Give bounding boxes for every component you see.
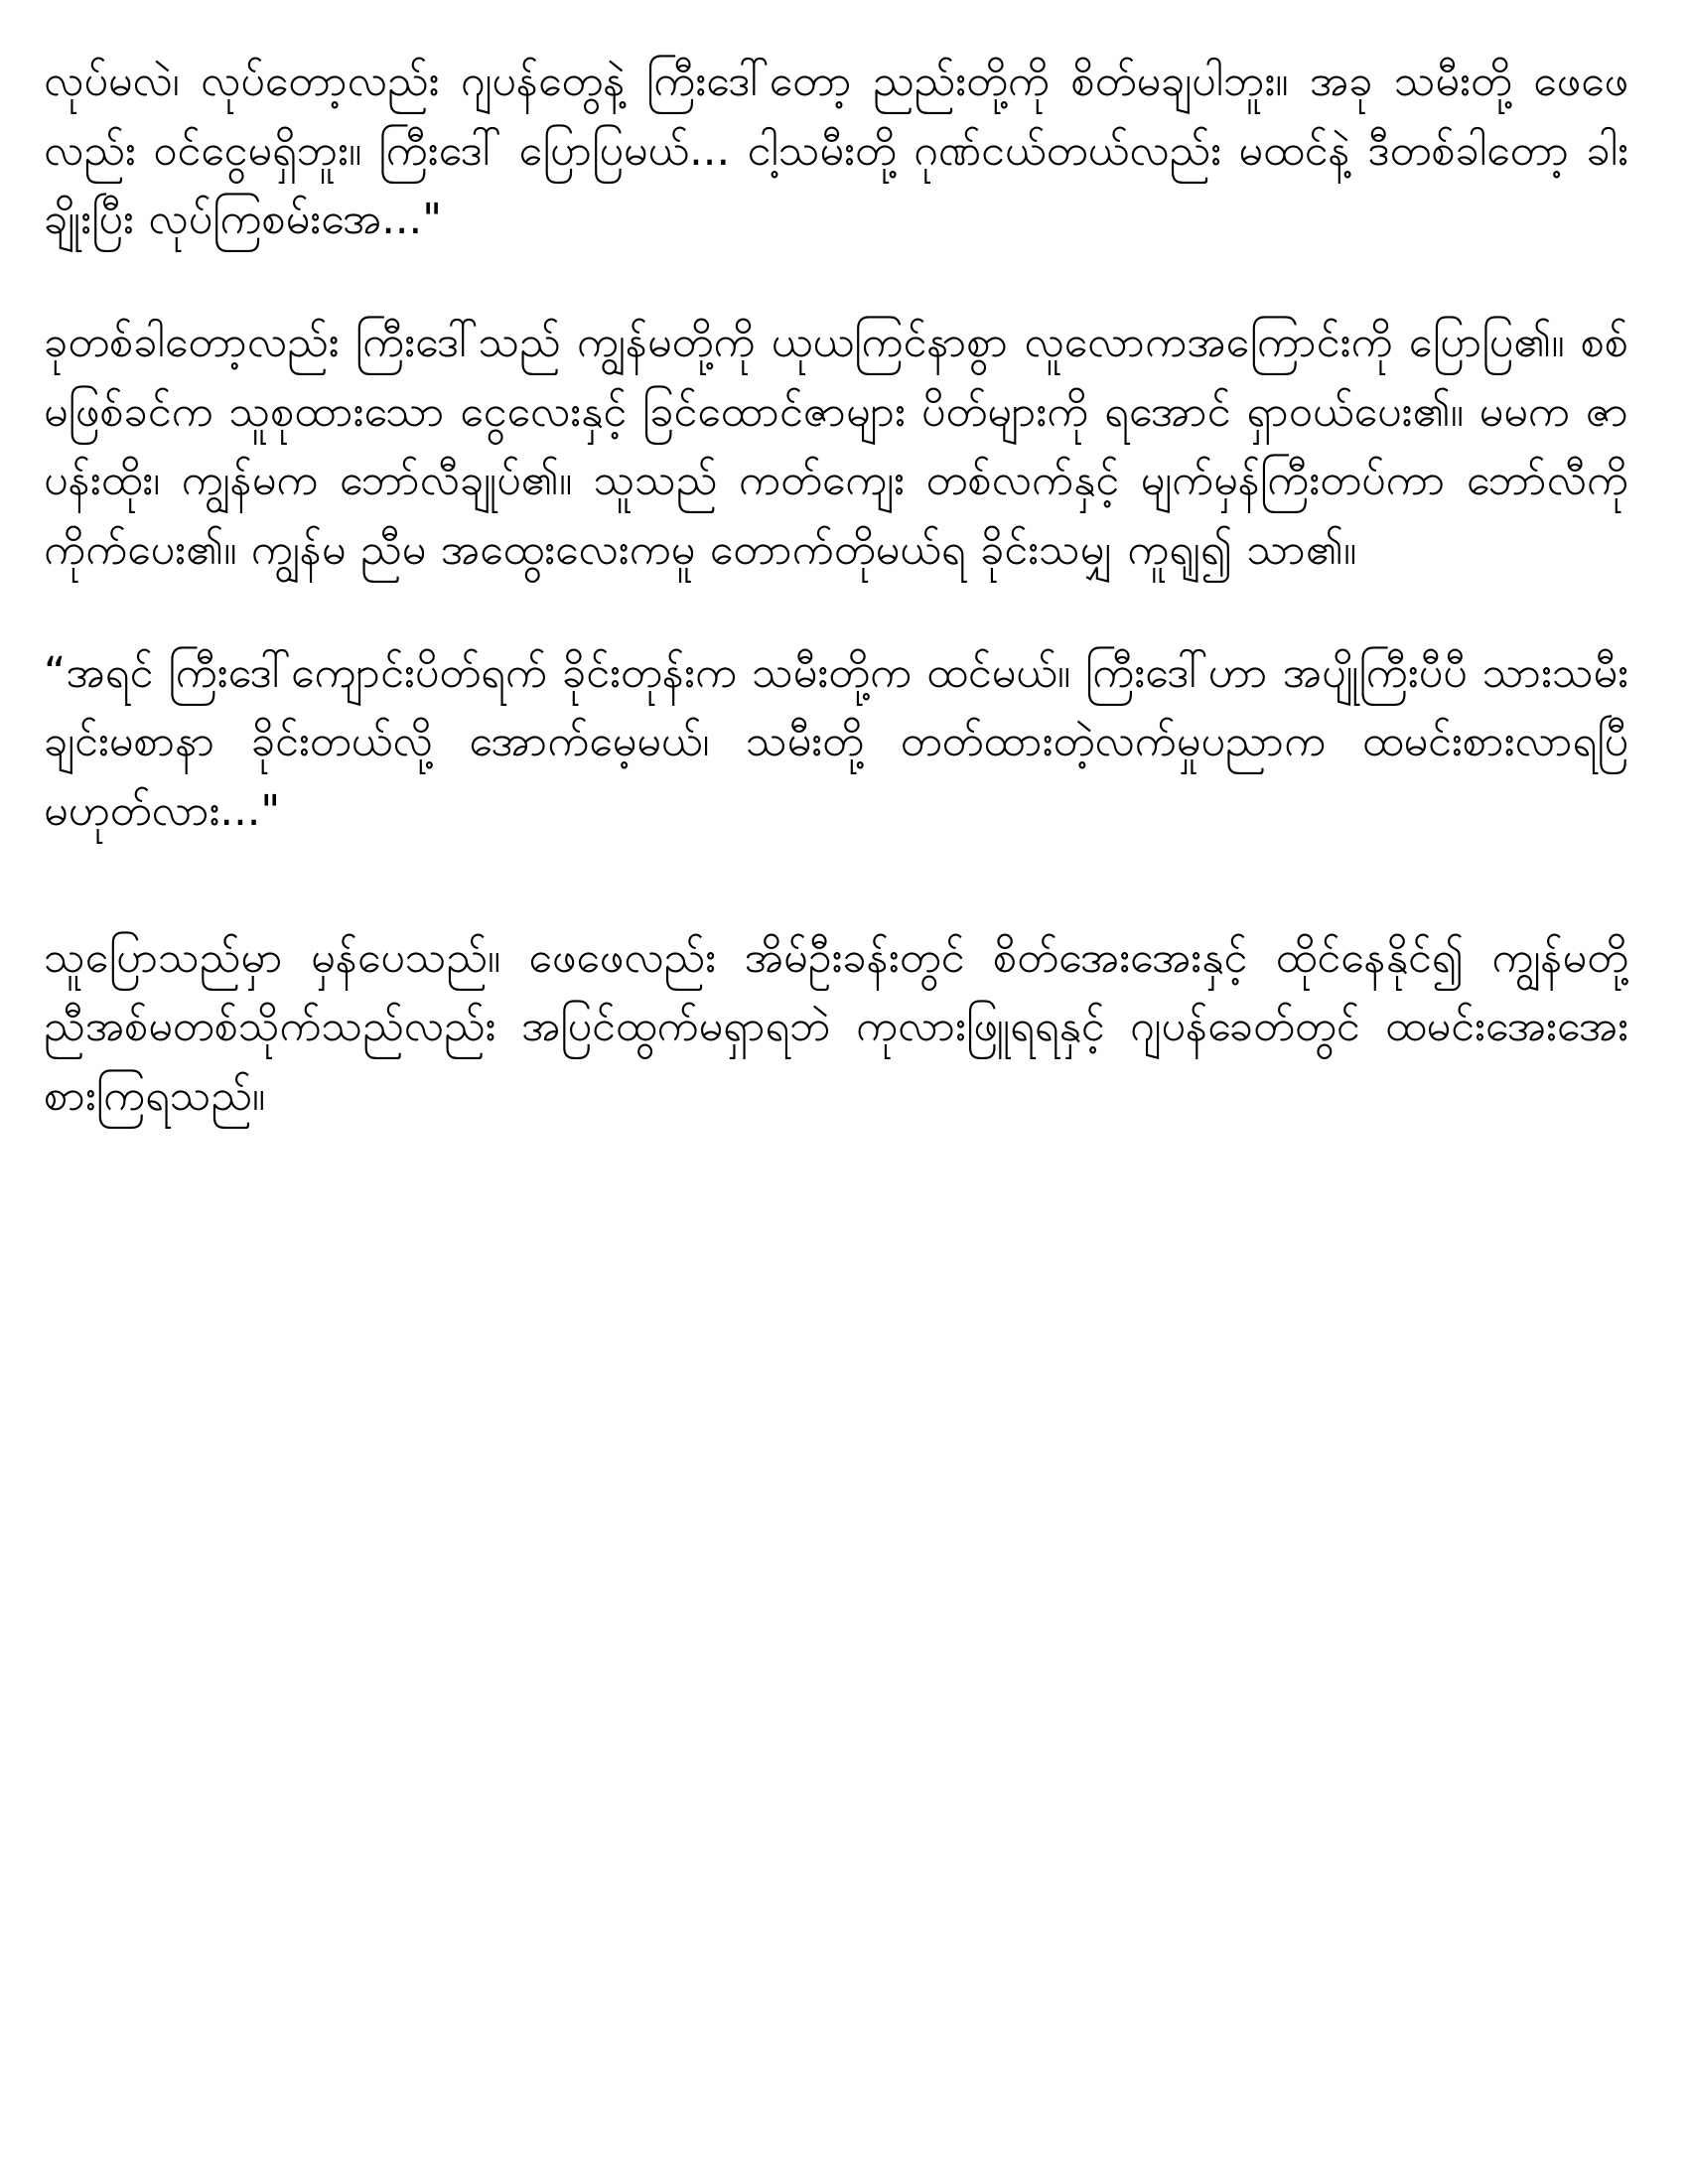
paragraph: သူပြောသည်မှာ မှန်ပေသည်။ ဖေဖေလည်း အိမ်ဦးခန်းတွင် စိတ်အေးအေးနှင့် ထိုင်နေနိုင်၍ ကျွန်မတို့ ညီအစ်မတစ်သိုက်သည်လည်း အပြင်ထွက်မရှာရဘဲ ကုလားဖြူရရနှင့် ဂျပန်ခေတ်တွင် ထမင်းအေးအေး စားကြရသည်။ (44, 932, 1628, 1121)
paragraph: ခုတစ်ခါတော့လည်း ကြီးဒေါ်သည် ကျွန်မတို့ကို ယုယကြင်နာစွာ လူလောကအကြောင်းကို ပြောပြ၏။ စစ်မဖြစ်ခင်က သူစုထားသော ငွေလေးနှင့် ခြင်ထောင်ဇာများ ပိတ်များကို ရအောင် ရှာဝယ်ပေး၏။ မမက ဇာပန်းထိုး၊ ကျွန်မက ဘော်လီချုပ်၏။ သူသည် ကတ်ကျေး တစ်လက်နှင့် မျက်မှန်ကြီးတပ်ကာ ဘော်လီကို ကိုက်ပေး၏။ ကျွန်မ ညီမ အထွေးလေးကမူ တောက်တိုမယ်ရ ခိုင်းသမျှ ကူရျ၍ သာ၏။ (44, 317, 1628, 575)
document-body (44, 48, 1628, 1132)
paragraph: “အရင် ကြီးဒေါ်ကျောင်းပိတ်ရက် ခိုင်းတုန်းက သမီးတို့က ထင်မယ်။ ကြီးဒေါ်ဟာ အပျိုကြီးပီပီ သားသမီးချင်းမစာနာ ခိုင်းတယ်လို့ အောက်မေ့မယ်၊ သမီးတို့ တတ်ထားတဲ့လက်မှုပညာက ထမင်းစားလာရပြီ မဟုတ်လား..." (44, 647, 1628, 836)
paragraph: လုပ်မလဲ၊ လုပ်တော့လည်း ဂျပန်တွေနဲ့ ကြီးဒေါ်တော့ ညည်းတို့ကို စိတ်မချပါဘူး။ အခု သမီးတို့ ဖေဖေလည်း ဝင်ငွေမရှိဘူး။ ကြီးဒေါ် ပြောပြမယ်... ငါ့သမီးတို့ ဂုဏ်ငယ်တယ်လည်း မထင်နဲ့ ဒီတစ်ခါတော့ ခါးချိုးပြီး လုပ်ကြစမ်းအေ..." (44, 57, 1628, 245)
